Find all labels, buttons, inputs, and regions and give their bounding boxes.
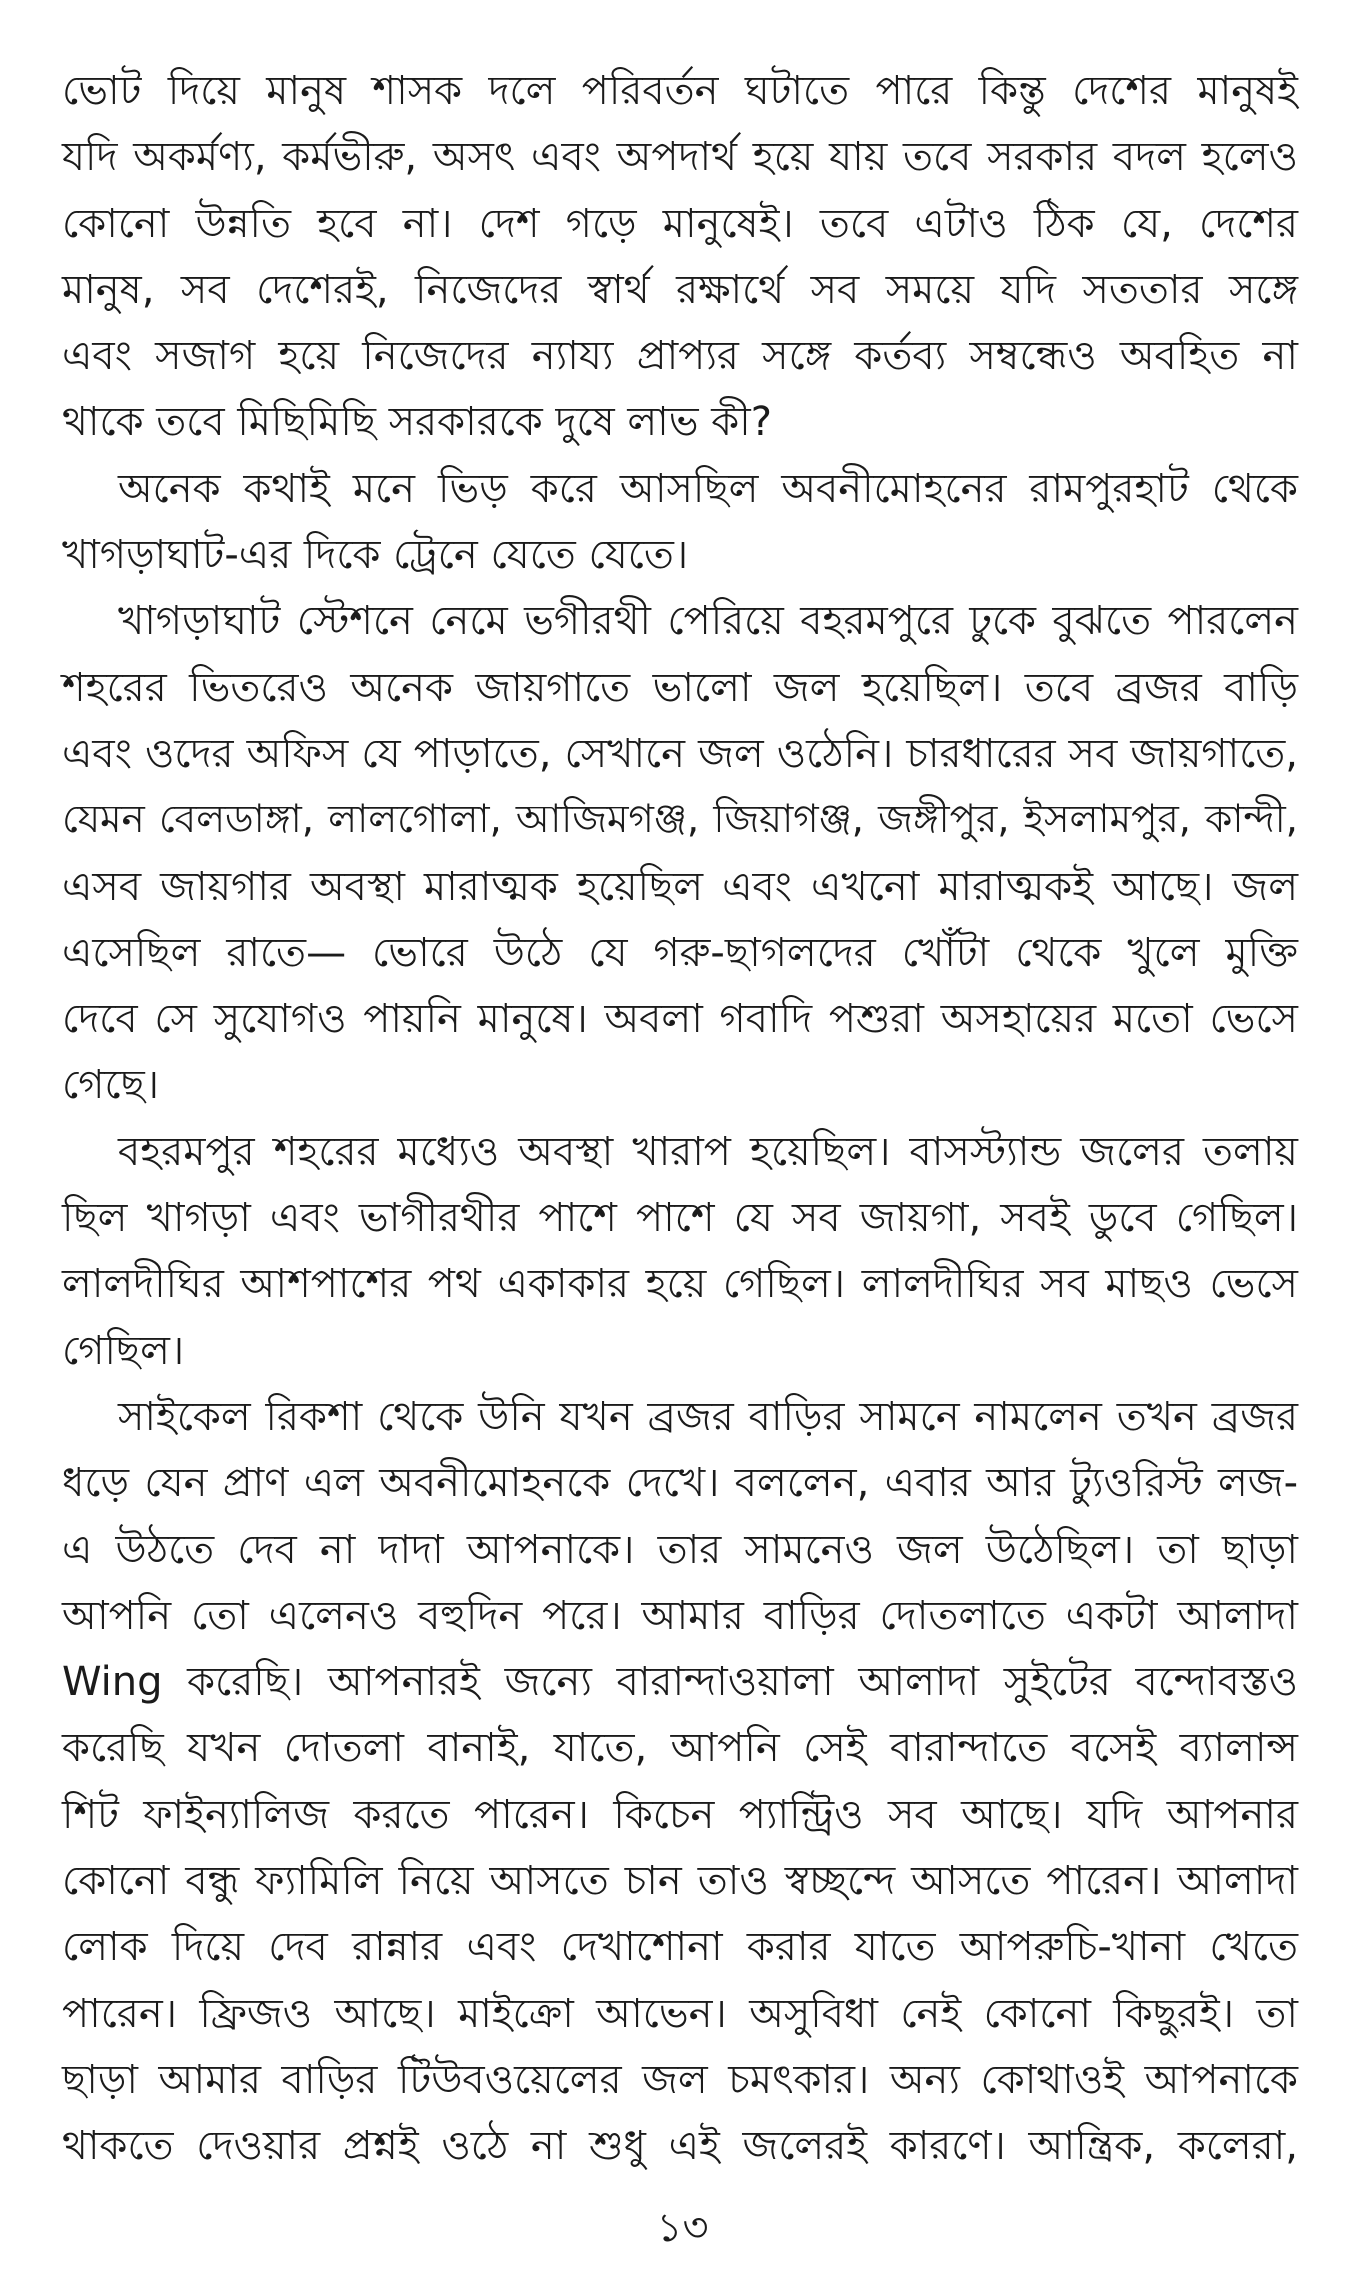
text-line: এবং ওদের অফিস যে পাড়াতে, সেখানে জল ওঠেনি। চারধারের সব জায়গাতে,	[62, 730, 1298, 777]
text-line: এসব জায়গার অবস্থা মারাত্মক হয়েছিল এবং এখনো মারাত্মকই আছে। জল	[62, 863, 1298, 910]
text-line: কোনো বন্ধু ফ্যামিলি নিয়ে আসতে চান তাও স্বচ্ছন্দে আসতে পারেন। আলাদা	[62, 1858, 1298, 1905]
body-text	[62, 58, 1298, 2180]
text-line: শিট ফাইন্যালিজ করতে পারেন। কিচেন প্যান্ট্রিও সব আছে। যদি আপনার	[62, 1791, 1298, 1838]
text-line: খাগড়াঘাট-এর দিকে ট্রেনে যেতে যেতে।	[62, 532, 689, 579]
page-number: ১৩	[656, 2205, 709, 2251]
text-line: গেছিল।	[62, 1327, 185, 1374]
text-line: সাইকেল রিকশা থেকে উনি যখন ব্রজর বাড়ির সামনে নামলেন তখন ব্রজর	[118, 1393, 1298, 1440]
text-line: এ উঠতে দেব না দাদা আপনাকে। তার সামনেও জল উঠেছিল। তা ছাড়া	[62, 1526, 1298, 1573]
text-line: দেবে সে সুযোগও পায়নি মানুষে। অবলা গবাদি পশুরা অসহায়ের মতো ভেসে	[62, 996, 1298, 1043]
text-line: করেছি যখন দোতলা বানাই, যাতে, আপনি সেই বারান্দাতে বসেই ব্যালান্স	[62, 1725, 1298, 1772]
text-line: কোনো উন্নতি হবে না। দেশ গড়ে মানুষেই। তবে এটাও ঠিক যে, দেশের	[62, 200, 1298, 247]
text-line: মানুষ, সব দেশেরই, নিজেদের স্বার্থ রক্ষার্থে সব সময়ে যদি সততার সঙ্গে	[62, 266, 1298, 313]
text-line: গেছে।	[62, 1062, 160, 1109]
text-line: পারেন। ফ্রিজও আছে। মাইক্রো আভেন। অসুবিধা নেই কোনো কিছুরই। তা	[62, 1990, 1298, 2037]
text-line: থাকে তবে মিছিমিছি সরকারকে দুষে লাভ কী?	[62, 399, 772, 446]
text-line: লোক দিয়ে দেব রান্নার এবং দেখাশোনা করার যাতে আপরুচি-খানা খেতে	[62, 1924, 1298, 1971]
text-line: অনেক কথাই মনে ভিড় করে আসছিল অবনীমোহনের রামপুরহাট থেকে	[118, 465, 1298, 512]
text-line: যদি অকর্মণ্য, কর্মভীরু, অসৎ এবং অপদার্থ হয়ে যায় তবে সরকার বদল হলেও	[62, 134, 1298, 181]
text-line: ছাড়া আমার বাড়ির টিউবওয়েলের জল চমৎকার। অন্য কোথাওই আপনাকে	[62, 2056, 1298, 2103]
text-line: Wing করেছি। আপনারই জন্যে বারান্দাওয়ালা আলাদা সুইটের বন্দোবস্তও	[62, 1659, 1298, 1706]
text-line: আপনি তো এলেনও বহুদিন পরে। আমার বাড়ির দোতলাতে একটা আলাদা	[62, 1592, 1298, 1639]
text-line: লালদীঘির আশপাশের পথ একাকার হয়ে গেছিল। লালদীঘির সব মাছও ভেসে	[62, 1261, 1298, 1308]
text-line: থাকতে দেওয়ার প্রশ্নই ওঠে না শুধু এই জলেরই কারণে। আন্ত্রিক, কলেরা,	[62, 2123, 1298, 2170]
text-line: ছিল খাগড়া এবং ভাগীরথীর পাশে পাশে যে সব জায়গা, সবই ডুবে গেছিল।	[62, 1195, 1298, 1242]
text-line: যেমন বেলডাঙ্গা, লালগোলা, আজিমগঞ্জ, জিয়াগঞ্জ, জঙ্গীপুর, ইসলামপুর, কান্দী,	[62, 797, 1298, 843]
text-line: শহরের ভিতরেও অনেক জায়গাতে ভালো জল হয়েছিল। তবে ব্রজর বাড়ি	[62, 664, 1298, 711]
text-line: খাগড়াঘাট স্টেশনে নেমে ভগীরথী পেরিয়ে বহরমপুরে ঢুকে বুঝতে পারলেন	[118, 598, 1298, 645]
text-line: বহরমপুর শহরের মধ্যেও অবস্থা খারাপ হয়েছিল। বাসস্ট্যান্ড জলের তলায়	[118, 1128, 1298, 1175]
text-line: এসেছিল রাতে— ভোরে উঠে যে গরু-ছাগলদের খোঁটা থেকে খুলে মুক্তি	[62, 929, 1298, 976]
text-line: এবং সজাগ হয়ে নিজেদের ন্যায্য প্রাপ্যর সঙ্গে কর্তব্য সম্বন্ধেও অবহিত না	[62, 333, 1298, 380]
text-line: ধড়ে যেন প্রাণ এল অবনীমোহনকে দেখে। বললেন, এবার আর ট্যুওরিস্ট লজ-	[62, 1460, 1298, 1507]
text-line: ভোট দিয়ে মানুষ শাসক দলে পরিবর্তন ঘটাতে পারে কিন্তু দেশের মানুষই	[62, 68, 1298, 114]
